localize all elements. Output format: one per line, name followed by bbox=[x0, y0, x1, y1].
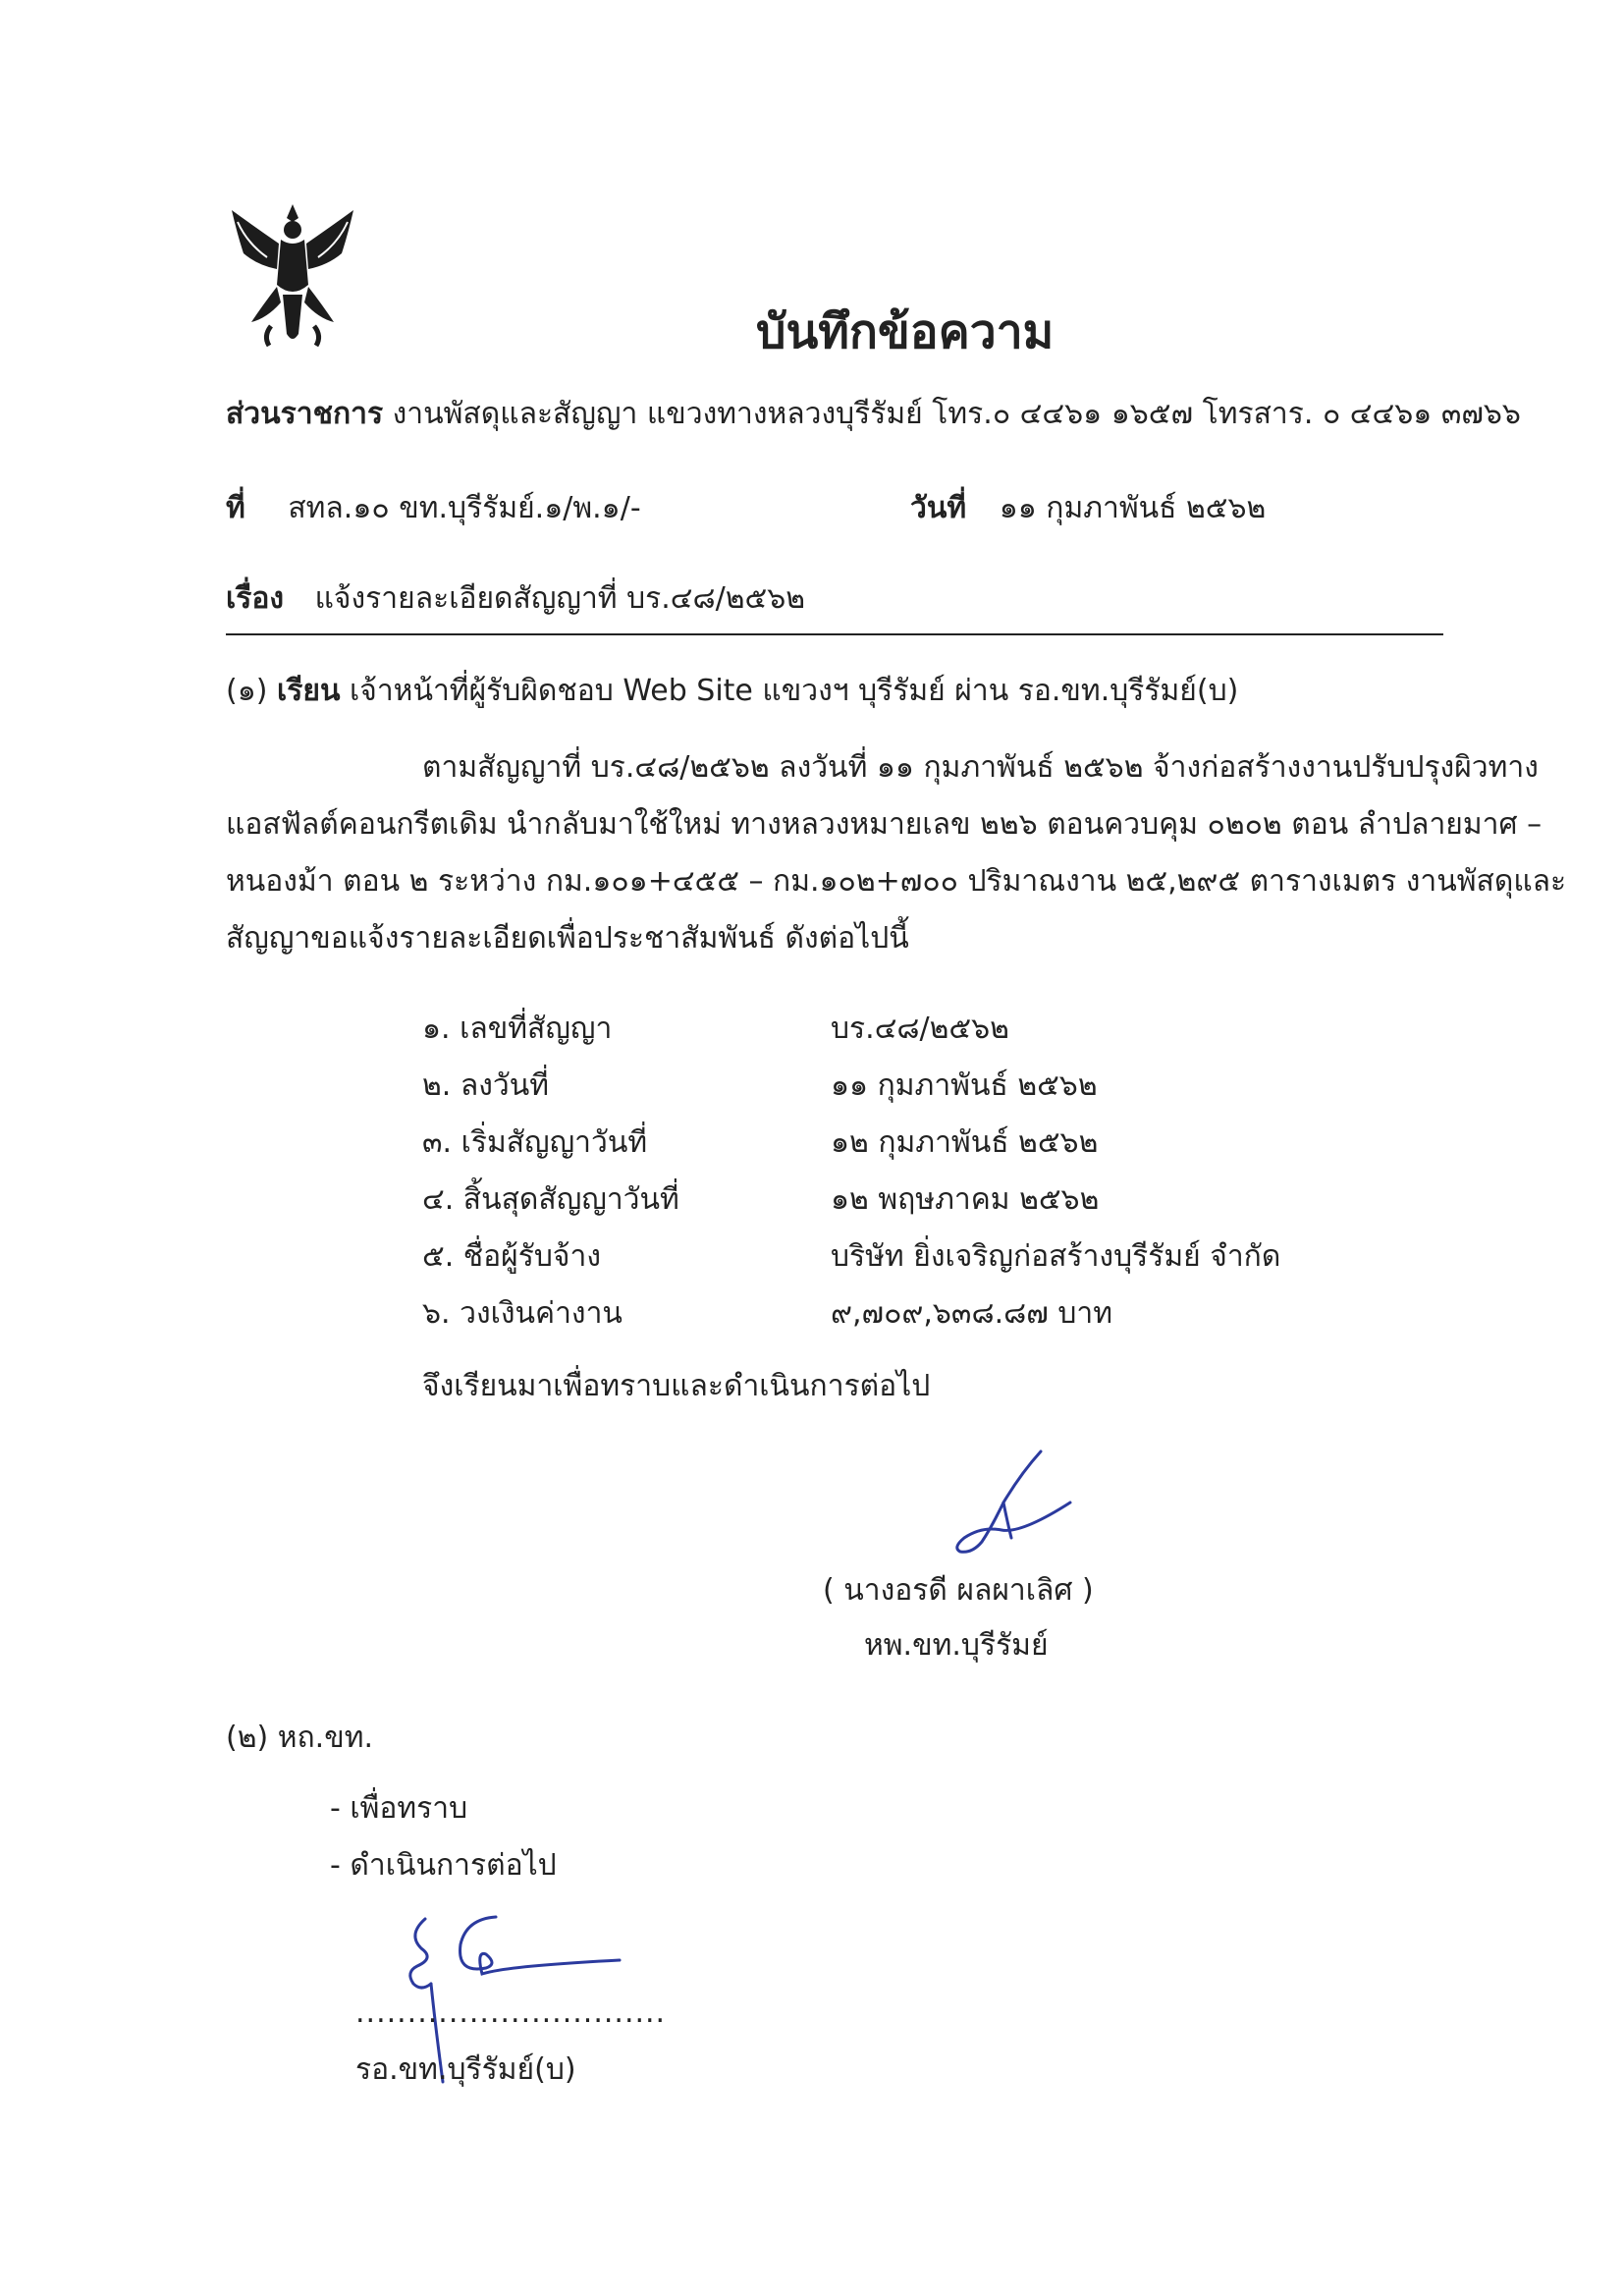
reference-row bbox=[226, 489, 641, 528]
item-label: ๖. วงเงินค่างาน bbox=[422, 1296, 623, 1331]
signature-1-icon bbox=[913, 1444, 1080, 1561]
salutation-row bbox=[226, 672, 1238, 711]
memo-title: บันทึกข้อความ bbox=[756, 304, 1055, 359]
salutation-number: (๑) bbox=[226, 674, 268, 708]
reference-value: สทล.๑๐ ขท.บุรีรัมย์.๑/พ.๑/- bbox=[288, 491, 641, 525]
salutation-value: เจ้าหน้าที่ผู้รับผิดชอบ Web Site แขวงฯ บุรีรัมย์ ผ่าน รอ.ขท.บุรีรัมย์(บ) bbox=[350, 674, 1239, 708]
item-value: ๑๒ กุมภาพันธ์ ๒๕๖๒ bbox=[831, 1125, 1099, 1160]
garuda-emblem-icon bbox=[224, 196, 361, 354]
item-value: ๙,๗๐๙,๖๓๘.๘๗ บาท bbox=[831, 1296, 1113, 1331]
forward-note: - เพื่อทราบ bbox=[330, 1791, 468, 1826]
salutation-label: เรียน bbox=[277, 674, 341, 708]
subject-label: เรื่อง bbox=[226, 581, 285, 616]
forward-note: - ดำเนินการต่อไป bbox=[330, 1848, 557, 1883]
signature-line: .............................. bbox=[355, 1995, 667, 2030]
paragraph-line: สัญญาขอแจ้งรายละเอียดเพื่อประชาสัมพันธ์ ดังต่อไปนี้ bbox=[226, 921, 909, 956]
subject-value: แจ้งรายละเอียดสัญญาที่ บร.๔๘/๒๕๖๒ bbox=[314, 581, 806, 616]
item-label: ๔. สิ้นสุดสัญญาวันที่ bbox=[422, 1182, 679, 1217]
date-row bbox=[910, 489, 1266, 528]
signer-position: หพ.ขท.บุรีรัมย์ bbox=[864, 1628, 1049, 1663]
item-label: ๒. ลงวันที่ bbox=[422, 1068, 550, 1103]
agency-row bbox=[226, 395, 1521, 434]
paragraph-line: หนองม้า ตอน ๒ ระหว่าง กม.๑๐๑+๔๕๕ – กม.๑๐๒+๗๐๐ ปริมาณงาน ๒๕,๒๙๕ ตารางเมตร งานพัสดุและ bbox=[226, 864, 1567, 899]
item-label: ๓. เริ่มสัญญาวันที่ bbox=[422, 1125, 648, 1160]
forward-position: รอ.ขท.บุรีรัมย์(บ) bbox=[355, 2052, 576, 2087]
paragraph-line: แอสฟัลต์คอนกรีตเดิม นำกลับมาใช้ใหม่ ทางหลวงหมายเลข ๒๒๖ ตอนควบคุม ๐๒๐๒ ตอน ลำปลายมาศ – bbox=[226, 807, 1543, 842]
item-label: ๕. ชื่อผู้รับจ้าง bbox=[422, 1239, 601, 1274]
reference-label: ที่ bbox=[226, 491, 245, 525]
item-value: บริษัท ยิ่งเจริญก่อสร้างบุรีรัมย์ จำกัด bbox=[831, 1239, 1281, 1274]
agency-value: งานพัสดุและสัญญา แขวงทางหลวงบุรีรัมย์ โทร.๐ ๔๔๖๑ ๑๖๕๗ โทรสาร. ๐ ๔๔๖๑ ๓๗๖๖ bbox=[392, 397, 1521, 431]
paragraph-line: ตามสัญญาที่ บร.๔๘/๒๕๖๒ ลงวันที่ ๑๑ กุมภาพันธ์ ๒๕๖๒ จ้างก่อสร้างงานปรับปรุงผิวทาง bbox=[422, 750, 1539, 785]
item-value: ๑๒ พฤษภาคม ๒๕๖๒ bbox=[831, 1182, 1100, 1217]
header-divider bbox=[226, 633, 1443, 635]
item-value: ๑๑ กุมภาพันธ์ ๒๕๖๒ bbox=[831, 1068, 1098, 1103]
date-value: ๑๑ กุมภาพันธ์ ๒๕๖๒ bbox=[999, 491, 1267, 525]
item-value: บร.๔๘/๒๕๖๒ bbox=[831, 1011, 1009, 1046]
closing-text: จึงเรียนมาเพื่อทราบและดำเนินการต่อไป bbox=[422, 1369, 931, 1403]
date-label: วันที่ bbox=[910, 491, 967, 525]
subject-row bbox=[226, 579, 805, 619]
forward-heading: (๒) หถ.ขท. bbox=[226, 1721, 374, 1755]
signer-name: ( นางอรดี ผลผาเลิศ ) bbox=[823, 1573, 1094, 1608]
agency-label: ส่วนราชการ bbox=[226, 397, 384, 431]
item-label: ๑. เลขที่สัญญา bbox=[422, 1011, 613, 1046]
